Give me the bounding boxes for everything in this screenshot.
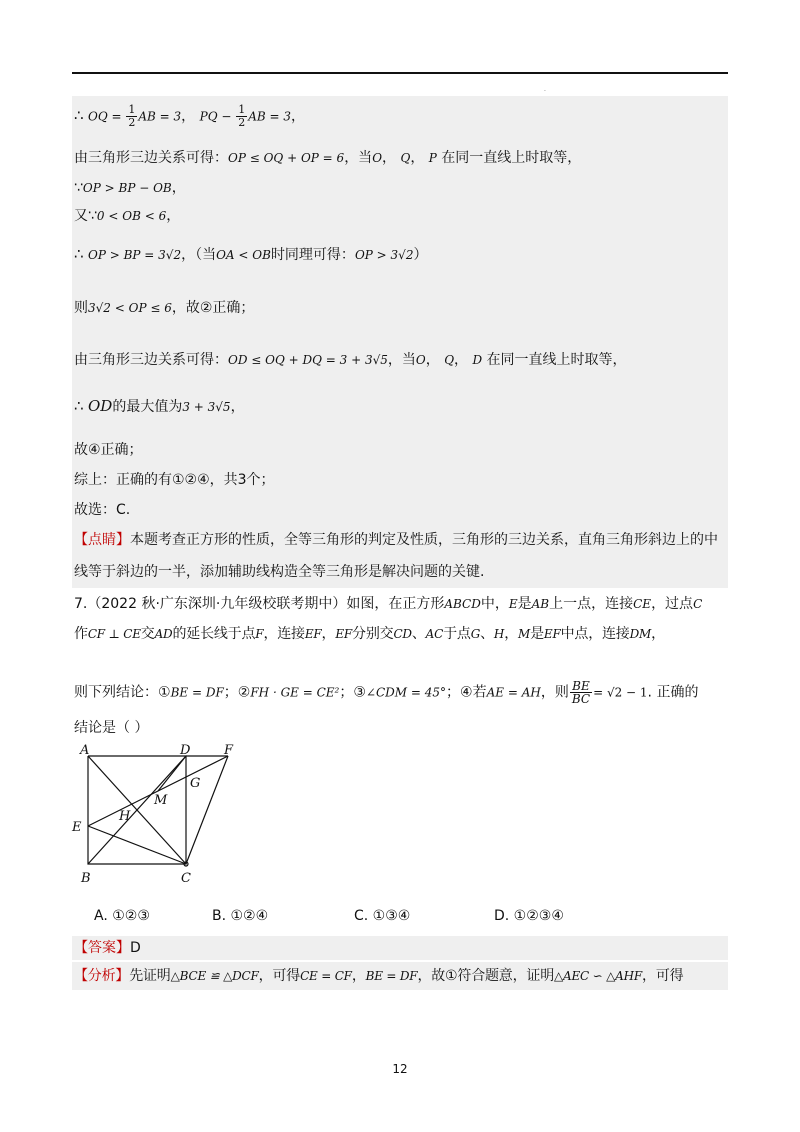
option-c: C. ①③④ <box>354 908 411 924</box>
option-b: B. ①②④ <box>212 908 269 924</box>
label-h: H <box>119 809 131 824</box>
solution-line-11: 故选：C. <box>74 502 131 518</box>
segment-cf <box>186 756 228 864</box>
answer-background <box>72 936 728 960</box>
label-f: F <box>224 743 234 758</box>
label-e: E <box>72 820 82 835</box>
label-a: A <box>80 743 90 758</box>
comment-line-1: 【点睛】本题考查正方形的性质，全等三角形的判定及性质，三角形的三边关系，直角三角形斜边上的中 <box>74 532 718 548</box>
solution-line-7: 由三角形三边关系可得：OD ≤ OQ + DQ = 3 + 3√5，当O， Q， D 在同一直线上时取等， <box>74 352 627 368</box>
solution-line-3: ∵OP > BP − OB， <box>74 180 186 196</box>
page-number: 12 <box>392 1062 408 1076</box>
comment-line-2: 线等于斜边的一半，添加辅助线构造全等三角形是解决问题的关键. <box>74 564 485 580</box>
solution-line-4: 又∵0 < OB < 6， <box>74 208 181 224</box>
header-rule <box>72 72 728 74</box>
problem-line-3: 则下列结论：①BE = DF；②FH · GE = CE²；③∠CDM = 45°；④若AE = AH，则 $\frac{BE}{BC}$ = √2 − 1. 正确的 <box>74 679 699 706</box>
solution-line-9: 故④正确； <box>74 442 143 458</box>
label-g: G <box>190 776 201 791</box>
solution-line-5: ∴ OP > BP = 3√2，（当OA < OB时同理可得：OP > 3√2） <box>74 245 428 263</box>
answer-line: 【答案】D <box>74 940 141 956</box>
solution-line-1: ∴ OQ = $\frac{1}{2}$ AB = 3， PQ − $\frac{1}{2}$ AB = 3， <box>74 103 306 129</box>
label-d: D <box>180 743 191 758</box>
solution-line-6: 则3√2 < OP ≤ 6，故②正确； <box>74 300 255 316</box>
segment-ce <box>88 826 186 864</box>
problem-line-4: 结论是（ ） <box>74 720 149 736</box>
analysis-line: 【分析】先证明△BCE ≌ △DCF，可得CE = CF，BE = DF，故①符合题意，证明△AEC ∽ △AHF，可得 <box>74 968 684 984</box>
solution-line-8: ∴ OD的最大值为3 + 3√5， <box>74 397 245 415</box>
solution-background <box>72 96 728 588</box>
label-c: C <box>181 871 191 886</box>
label-b: B <box>81 871 91 886</box>
option-d: D. ①②③④ <box>494 908 564 924</box>
label-m: M <box>154 793 168 808</box>
problem-line-1: 7.（2022 秋·广东深圳·九年级校联考期中）如图，在正方形ABCD中，E是AB上一点，连接CE，过点C <box>74 596 703 612</box>
problem-line-2: 作CF ⊥ CE交AD的延长线于点F，连接EF，EF分别交CD、AC于点G、H，M是EF中点，连接DM， <box>74 626 665 642</box>
header-dot: . <box>544 86 546 93</box>
geometry-figure <box>66 742 276 892</box>
option-a: A. ①②③ <box>94 908 150 924</box>
solution-line-2: 由三角形三边关系可得：OP ≤ OQ + OP = 6，当O， Q， P 在同一直线上时取等， <box>74 150 582 166</box>
solution-line-10: 综上：正确的有①②④，共3个； <box>74 472 275 488</box>
